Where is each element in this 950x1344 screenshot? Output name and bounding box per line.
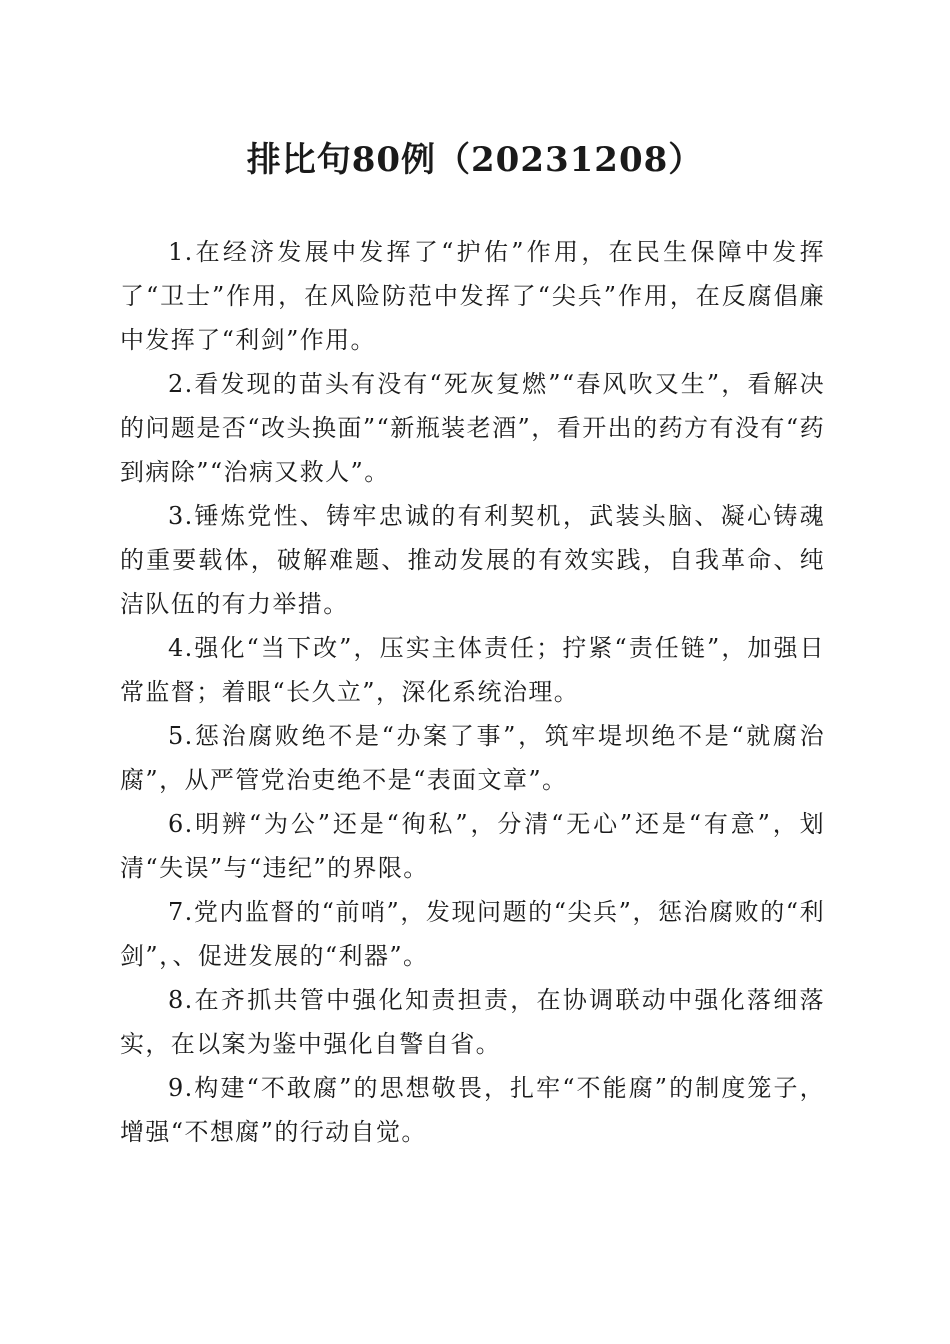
list-item-1: 1.在经济发展中发挥了“护佑”作用，在民生保障中发挥了“卫士”作用，在风险防范中发挥了“尖兵”作用，在反腐倡廉中发挥了“利剑”作用。 [120,238,825,354]
document-body [120,230,825,1154]
list-item-3: 3.锤炼党性、铸牢忠诚的有利契机，武装头脑、凝心铸魂的重要载体，破解难题、推动发展的有效实践，自我革命、纯洁队伍的有力举措。 [120,502,825,618]
list-item-6: 6.明辨“为公”还是“徇私”，分清“无心”还是“有意”，划清“失误”与“违纪”的界限。 [120,810,825,882]
list-item-5: 5.惩治腐败绝不是“办案了事”，筑牢堤坝绝不是“就腐治腐”，从严管党治吏绝不是“表面文章”。 [120,722,825,794]
page-title: 排比句80例（20231208） [246,140,704,180]
list-item-9: 9.构建“不敢腐”的思想敬畏，扎牢“不能腐”的制度笼子，增强“不想腐”的行动自觉。 [120,1074,825,1146]
list-item-4: 4.强化“当下改”，压实主体责任；拧紧“责任链”，加强日常监督；着眼“长久立”，深化系统治理。 [120,634,825,706]
list-item-8: 8.在齐抓共管中强化知责担责，在协调联动中强化落细落实，在以案为鉴中强化自警自省。 [120,986,825,1058]
list-item-2: 2.看发现的苗头有没有“死灰复燃”“春风吹又生”，看解决的问题是否“改头换面”“新瓶装老酒”，看开出的药方有没有“药到病除”“治病又救人”。 [120,370,825,486]
list-item-7: 7.党内监督的“前哨”，发现问题的“尖兵”，惩治腐败的“利剑”，、促进发展的“利器”。 [120,898,825,970]
